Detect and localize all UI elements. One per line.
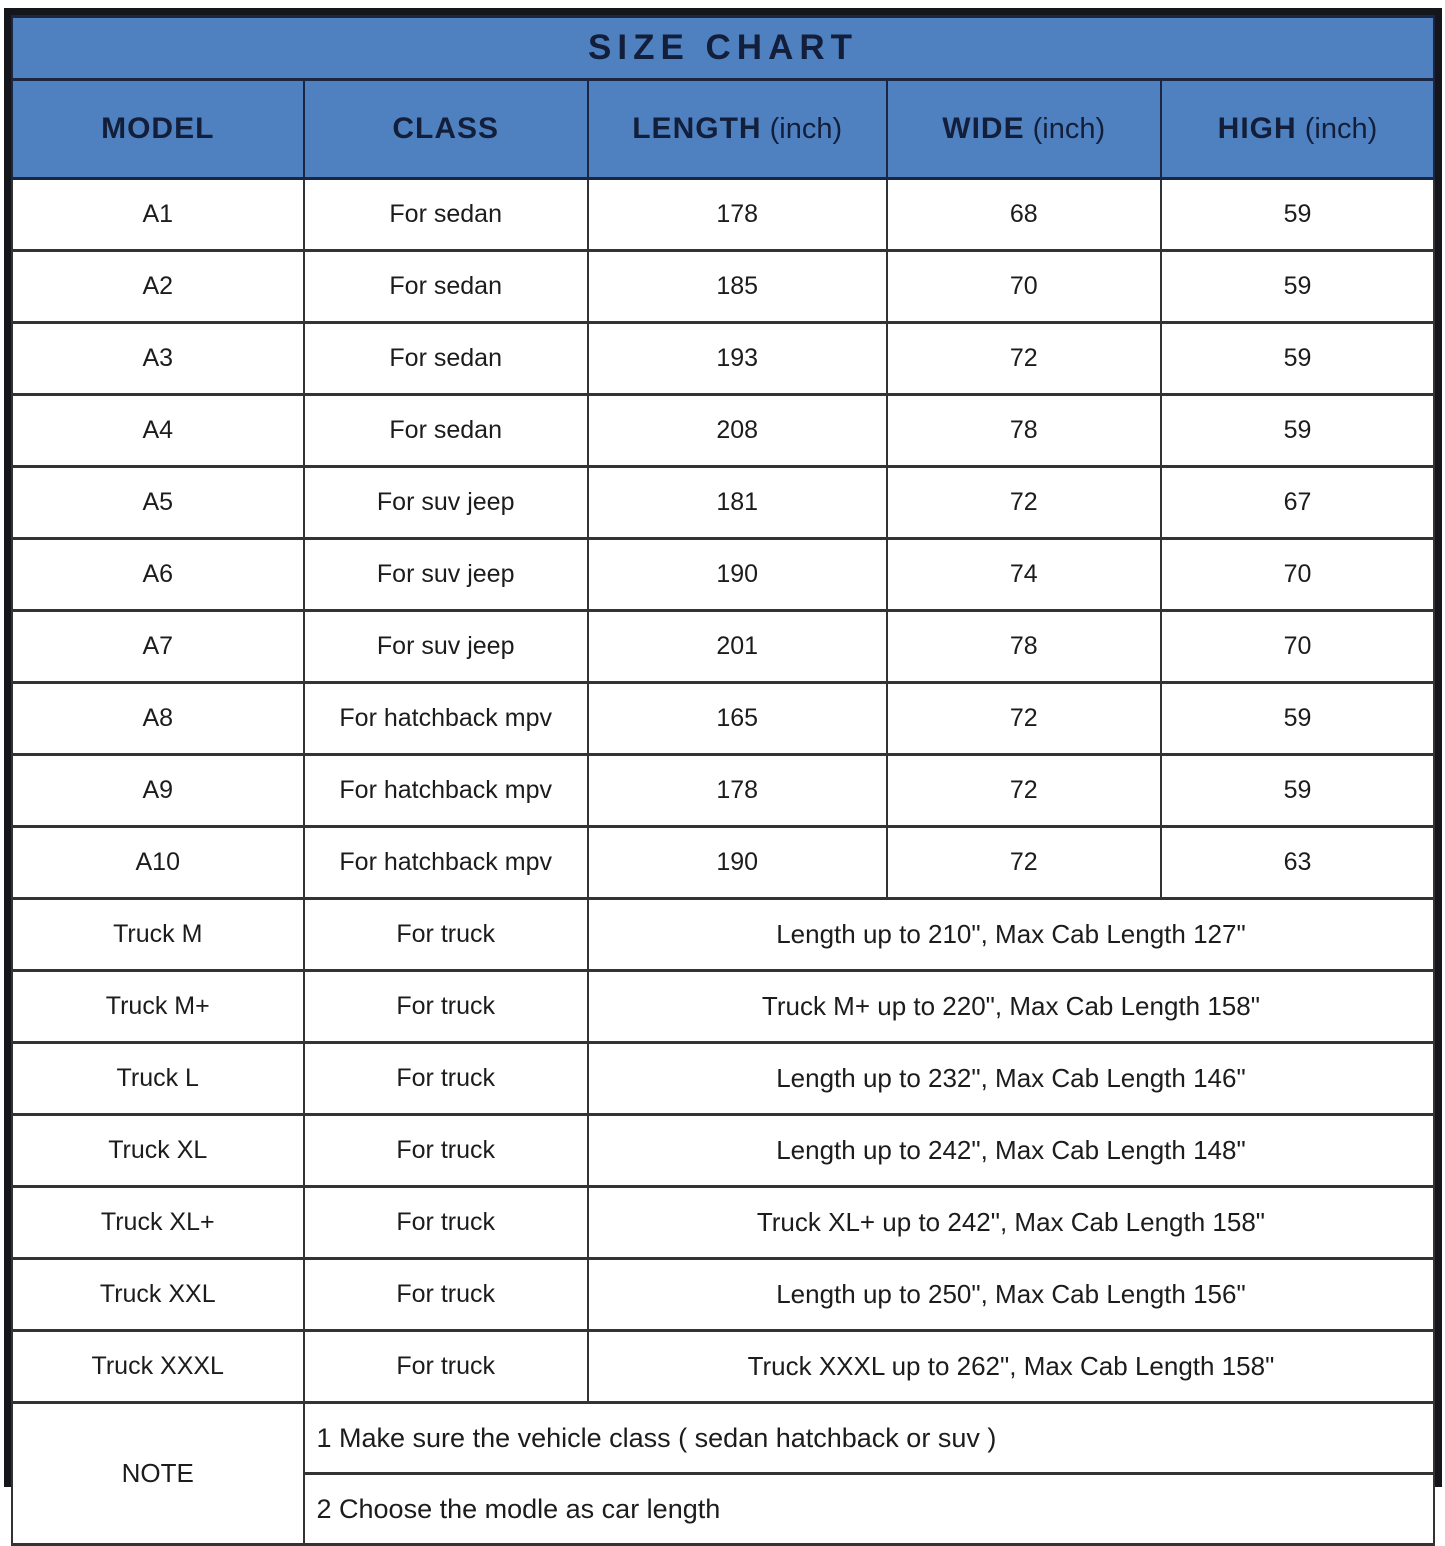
column-header-label: HIGH	[1217, 112, 1297, 145]
wide-cell: 78	[887, 611, 1161, 683]
model-cell: Truck XL	[12, 1115, 304, 1187]
class-cell: For sedan	[304, 179, 588, 251]
high-cell: 59	[1161, 683, 1434, 755]
truck-spec-cell: Length up to 210", Max Cab Length 127"	[588, 899, 1434, 971]
length-cell: 208	[588, 395, 887, 467]
high-cell: 59	[1161, 251, 1434, 323]
length-cell: 193	[588, 323, 887, 395]
chart-title: SIZE CHART	[12, 17, 1434, 80]
model-cell: Truck M+	[12, 971, 304, 1043]
table-row	[12, 539, 1434, 611]
column-header-wide	[887, 80, 1161, 179]
length-cell: 201	[588, 611, 887, 683]
truck-spec-cell: Length up to 242", Max Cab Length 148"	[588, 1115, 1434, 1187]
column-header-label: MODEL	[101, 112, 215, 145]
table-row	[12, 827, 1434, 899]
wide-cell: 72	[887, 467, 1161, 539]
model-cell: A5	[12, 467, 304, 539]
wide-cell: 72	[887, 755, 1161, 827]
model-cell: Truck XXXL	[12, 1331, 304, 1403]
length-cell: 178	[588, 179, 887, 251]
table-row	[12, 395, 1434, 467]
column-header-label: CLASS	[392, 112, 500, 145]
column-header-label: WIDE	[942, 112, 1025, 145]
table-row	[12, 467, 1434, 539]
model-cell: Truck XXL	[12, 1259, 304, 1331]
class-cell: For sedan	[304, 323, 588, 395]
table-row	[12, 683, 1434, 755]
table-row	[12, 611, 1434, 683]
model-cell: A1	[12, 179, 304, 251]
model-cell: A6	[12, 539, 304, 611]
wide-cell: 78	[887, 395, 1161, 467]
class-cell: For truck	[304, 1187, 588, 1259]
table-row	[12, 755, 1434, 827]
class-cell: For truck	[304, 899, 588, 971]
model-cell: Truck M	[12, 899, 304, 971]
column-header-unit: (inch)	[1296, 113, 1378, 145]
model-cell: A7	[12, 611, 304, 683]
table-row	[12, 1115, 1434, 1187]
class-cell: For suv jeep	[304, 611, 588, 683]
high-cell: 70	[1161, 539, 1434, 611]
wide-cell: 74	[887, 539, 1161, 611]
length-cell: 185	[588, 251, 887, 323]
class-cell: For hatchback mpv	[304, 827, 588, 899]
class-cell: For sedan	[304, 251, 588, 323]
class-cell: For truck	[304, 1043, 588, 1115]
high-cell: 67	[1161, 467, 1434, 539]
column-header-class	[304, 80, 588, 179]
model-cell: A10	[12, 827, 304, 899]
class-cell: For suv jeep	[304, 539, 588, 611]
column-header-unit: (inch)	[1024, 113, 1106, 145]
size-chart-table	[11, 15, 1435, 1546]
column-header-label: LENGTH	[632, 112, 762, 145]
model-cell: A3	[12, 323, 304, 395]
table-row	[12, 1403, 1434, 1474]
table-row	[12, 1187, 1434, 1259]
table-row	[12, 323, 1434, 395]
class-cell: For truck	[304, 1115, 588, 1187]
class-cell: For truck	[304, 971, 588, 1043]
high-cell: 59	[1161, 395, 1434, 467]
model-cell: Truck XL+	[12, 1187, 304, 1259]
model-cell: A9	[12, 755, 304, 827]
model-cell: A8	[12, 683, 304, 755]
size-chart-panel	[4, 8, 1442, 1524]
length-cell: 190	[588, 827, 887, 899]
length-cell: 178	[588, 755, 887, 827]
table-row	[12, 80, 1434, 179]
length-cell: 190	[588, 539, 887, 611]
wide-cell: 72	[887, 323, 1161, 395]
class-cell: For truck	[304, 1259, 588, 1331]
truck-spec-cell: Length up to 232", Max Cab Length 146"	[588, 1043, 1434, 1115]
truck-spec-cell: Truck XXXL up to 262", Max Cab Length 158"	[588, 1331, 1434, 1403]
high-cell: 63	[1161, 827, 1434, 899]
column-header-unit: (inch)	[761, 113, 843, 145]
wide-cell: 72	[887, 827, 1161, 899]
class-cell: For suv jeep	[304, 467, 588, 539]
column-header-high	[1161, 80, 1434, 179]
note-line-2: 2 Choose the modle as car length	[304, 1474, 1435, 1545]
table-row	[12, 971, 1434, 1043]
wide-cell: 70	[887, 251, 1161, 323]
truck-spec-cell: Truck XL+ up to 242", Max Cab Length 158"	[588, 1187, 1434, 1259]
table-row	[12, 17, 1434, 80]
model-cell: A4	[12, 395, 304, 467]
truck-spec-cell: Length up to 250", Max Cab Length 156"	[588, 1259, 1434, 1331]
table-row	[12, 1259, 1434, 1331]
note-label-cell: NOTE	[12, 1403, 304, 1545]
class-cell: For hatchback mpv	[304, 755, 588, 827]
class-cell: For hatchback mpv	[304, 683, 588, 755]
table-row	[12, 1043, 1434, 1115]
table-row	[12, 1331, 1434, 1403]
length-cell: 181	[588, 467, 887, 539]
table-row	[12, 251, 1434, 323]
length-cell: 165	[588, 683, 887, 755]
note-line-1: 1 Make sure the vehicle class ( sedan hatchback or suv )	[304, 1403, 1435, 1474]
column-header-length	[588, 80, 887, 179]
class-cell: For truck	[304, 1331, 588, 1403]
high-cell: 59	[1161, 323, 1434, 395]
wide-cell: 68	[887, 179, 1161, 251]
model-cell: A2	[12, 251, 304, 323]
column-header-model	[12, 80, 304, 179]
high-cell: 59	[1161, 179, 1434, 251]
high-cell: 59	[1161, 755, 1434, 827]
high-cell: 70	[1161, 611, 1434, 683]
truck-spec-cell: Truck M+ up to 220", Max Cab Length 158"	[588, 971, 1434, 1043]
table-row	[12, 179, 1434, 251]
table-row	[12, 899, 1434, 971]
wide-cell: 72	[887, 683, 1161, 755]
class-cell: For sedan	[304, 395, 588, 467]
model-cell: Truck L	[12, 1043, 304, 1115]
